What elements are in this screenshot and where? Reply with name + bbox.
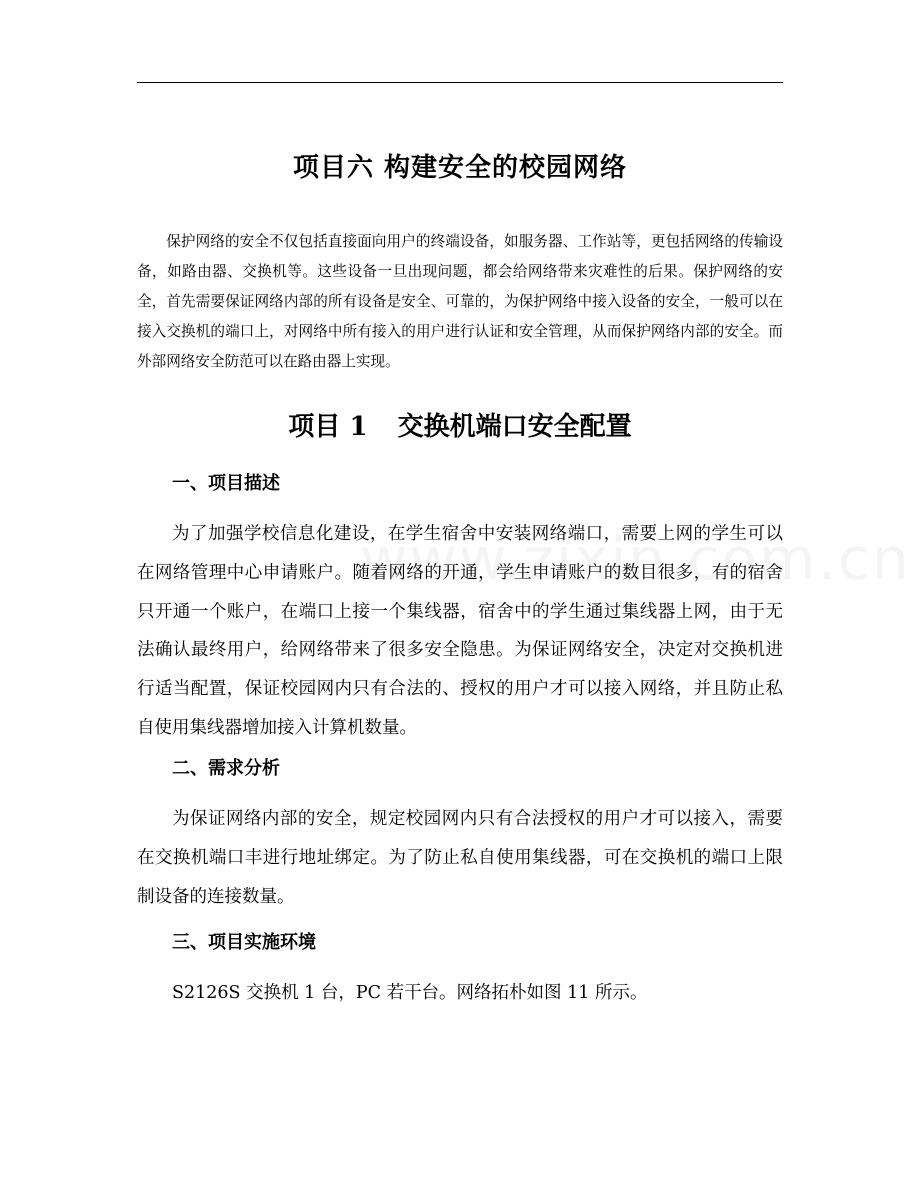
project-title-text: 交换机端口安全配置 bbox=[397, 412, 632, 442]
intro-paragraph: 保护网络的安全不仅包括直接面向用户的终端设备，如服务器、工作站等，更包括网络的传输设备，如路由器、交换机等。这些设备一旦出现问题，都会给网络带来灾难性的后果。保护网络的安全，首先需要保证网络内部的所有设备是安全、可靠的，为保护网络中接入设备的安全，一般可以在接入交换机的端口上，对网络中所有接入的用户进行认证和安全管理，从而保护网络内部的安全。而外部网络安全防范可以在路由器上实现。 bbox=[137, 233, 783, 370]
document-title: 项目六 构建安全的校园网络 bbox=[292, 153, 628, 183]
section-paragraph-requirements: 为保证网络内部的安全，规定校园网内只有合法授权的用户才可以接入，需要在交换机端口丰进行地址绑定。为了防止私自使用集线器，可在交换机的端口上限制设备的连接数量。 bbox=[137, 809, 783, 907]
project-title-number: 项目 1 bbox=[288, 412, 368, 442]
section-heading-requirements: 二、需求分析 bbox=[172, 758, 280, 779]
section-heading-environment: 三、项目实施环境 bbox=[172, 932, 316, 953]
header-rule bbox=[137, 82, 783, 83]
project-title bbox=[0, 406, 920, 448]
section-heading-description: 一、项目描述 bbox=[172, 473, 280, 494]
section-paragraph-description: 为了加强学校信息化建设，在学生宿舍中安装网络端口，需要上网的学生可以在网络管理中心申请账户。随着网络的开通，学生申请账户的数目很多，有的宿舍只开通一个账户，在端口上接一个集线器，宿舍中的学生通过集线器上网，由于无法确认最终用户，给网络带来了很多安全隐患。为保证网络安全，决定对交换机进行适当配置，保证校园网内只有合法的、授权的用户才可以接入网络，并且防止私自使用集线器增加接入计算机数量。 bbox=[137, 524, 783, 738]
section-paragraph-environment: S2126S 交换机 1 台，PC 若干台。网络拓朴如图 11 所示。 bbox=[172, 983, 648, 1003]
